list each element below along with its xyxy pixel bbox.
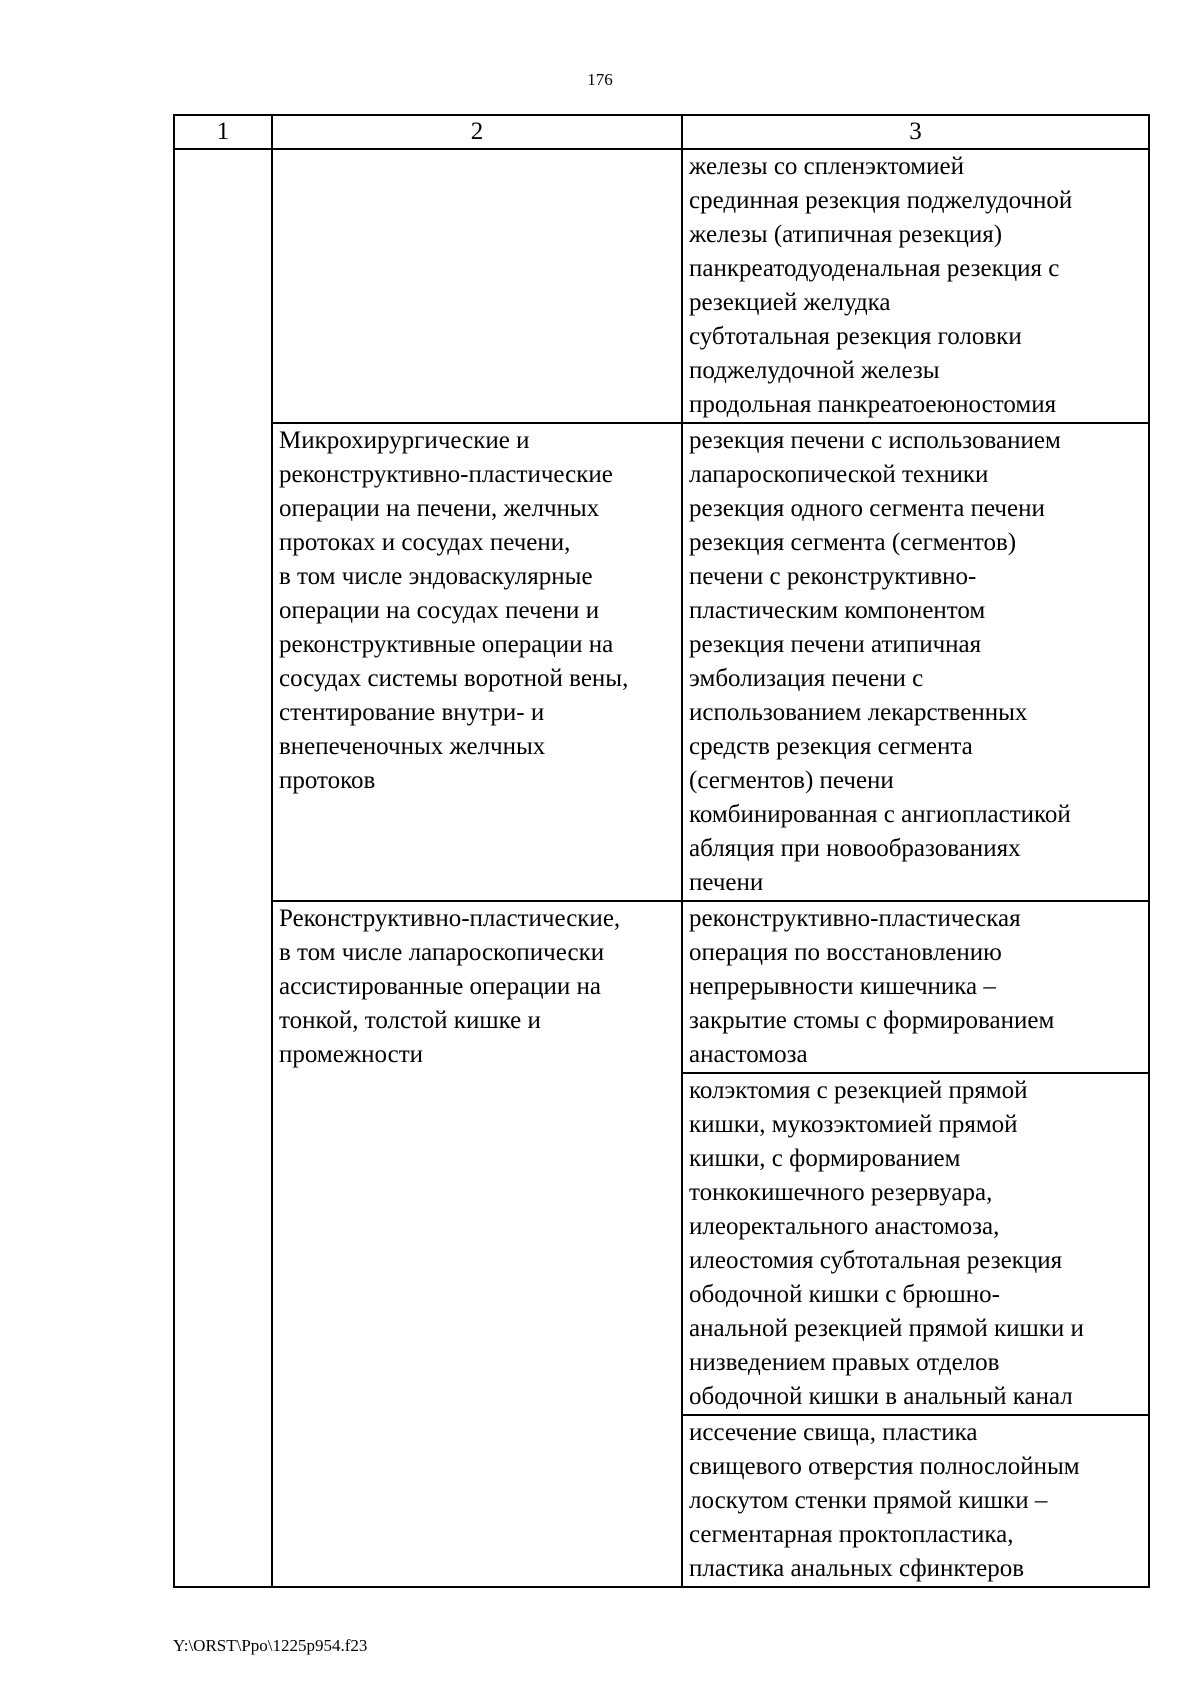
table-header-row (174, 115, 1149, 149)
table-row (174, 901, 1149, 1073)
table-row (174, 149, 1149, 423)
method-cell: реконструктивно-пластическая операция по восстановлению непрерывности кишечника – закрытие стомы с формированием анастомоза (682, 901, 1149, 1073)
method-cell: иссечение свища, пластика свищевого отверстия полнослойным лоскутом стенки прямой кишки – сегментарная проктопластика, пластика анальных сфинктеров (682, 1415, 1149, 1587)
page-number: 176 (587, 70, 613, 89)
column-header-1: 1 (174, 115, 272, 149)
procedure-group-cell: Реконструктивно-пластические, в том числе лапароскопически ассистированные операции на тонкой, толстой кишке и промежности (272, 901, 682, 1587)
column-header-2: 2 (272, 115, 682, 149)
method-cell: колэктомия с резекцией прямой кишки, мукозэктомией прямой кишки, с формированием тонкокишечного резервуара, илеоректального анастомоза, илеостомия субтотальная резекция ободочной кишки с брюшно- анальной резекцией прямой кишки и низведением правых отделов ободочной кишки в анальный канал (682, 1073, 1149, 1415)
procedure-group-cell (272, 149, 682, 423)
procedure-group-cell: Микрохирургические и реконструктивно-пластические операции на печени, желчных протоках и сосудах печени, в том числе эндоваскулярные операции на сосудах печени и реконструктивные операции на сосудах системы воротной вены, стентирование внутри- и внепеченочных желчных протоков (272, 423, 682, 901)
procedures-table (173, 114, 1150, 1588)
method-cell: железы со спленэктомией срединная резекция поджелудочной железы (атипичная резекция) панкреатодуоденальная резекция с резекцией желудка субтотальная резекция головки поджелудочной железы продольная панкреатоеюностомия (682, 149, 1149, 423)
column-header-3: 3 (682, 115, 1149, 149)
file-path-footer: Y:\ORST\Ppo\1225p954.f23 (173, 1636, 368, 1655)
method-cell: резекция печени с использованием лапароскопической техники резекция одного сегмента печени резекция сегмента (сегментов) печени с реконструктивно- пластическим компонентом резекция печени атипичная эмболизация печени с использованием лекарственных средств резекция сегмента (сегментов) печени комбинированная с ангиопластикой абляция при новообразованиях печени (682, 423, 1149, 901)
column-1-cell (174, 149, 272, 1587)
table-row (174, 423, 1149, 901)
